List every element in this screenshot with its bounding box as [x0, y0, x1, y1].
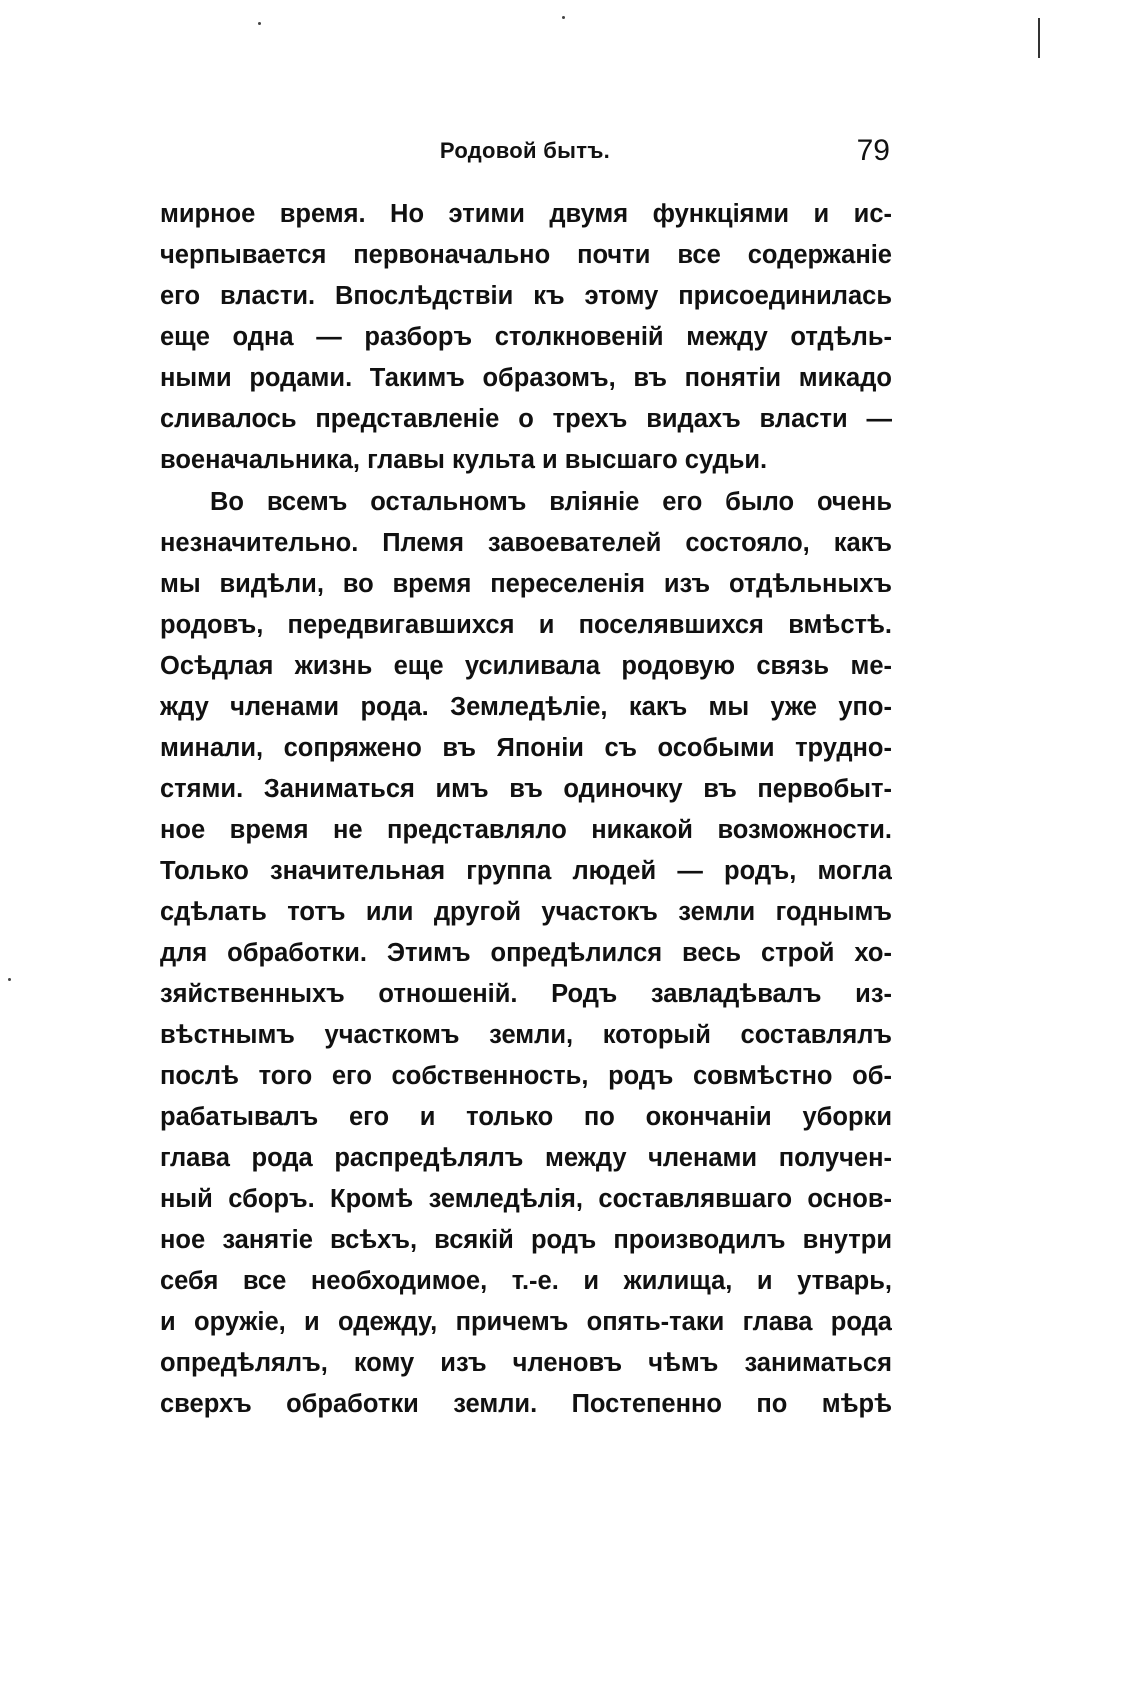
- paragraph-first-line: Во всемъ остальномъ вліяніе его было очень: [210, 488, 892, 516]
- text-line: рабатывалъ его и только по окончаніи уборки: [160, 1103, 892, 1131]
- text-line: сдѣлать тотъ или другой участокъ земли годнымъ: [160, 898, 892, 926]
- scan-speck: [562, 16, 565, 19]
- text-line: вѣстнымъ участкомъ земли, который составлялъ: [160, 1021, 892, 1049]
- text-line: еще одна — разборъ столкновеній между отдѣль-: [160, 323, 892, 351]
- text-line: сливалось представленіе о трехъ видахъ власти —: [160, 405, 892, 433]
- text-line: себя все необходимое, т.-е. и жилища, и утварь,: [160, 1267, 892, 1295]
- text-line: Только значительная группа людей — родъ, могла: [160, 857, 892, 885]
- text-line: его власти. Впослѣдствіи къ этому присоединилась: [160, 282, 892, 310]
- scan-edge-mark: [1038, 18, 1040, 58]
- text-line: мирное время. Но этими двумя функціями и ис-: [160, 200, 892, 228]
- text-line: ное занятіе всѣхъ, всякій родъ производилъ внутри: [160, 1226, 892, 1254]
- text-line: сверхъ обработки земли. Постепенно по мѣрѣ: [160, 1390, 892, 1418]
- text-line: послѣ того его собственность, родъ совмѣстно об-: [160, 1062, 892, 1090]
- text-line: мы видѣли, во время переселенія изъ отдѣльныхъ: [160, 570, 892, 598]
- text-line: опредѣлялъ, кому изъ членовъ чѣмъ заниматься: [160, 1349, 892, 1377]
- text-line: ное время не представляло никакой возможности.: [160, 816, 892, 844]
- text-line: зяйственныхъ отношеній. Родъ завладѣвалъ из-: [160, 980, 892, 1008]
- text-line: и оружіе, и одежду, причемъ опять-таки глава рода: [160, 1308, 892, 1336]
- running-title: Родовой бытъ.: [439, 138, 611, 163]
- text-line: черпывается первоначально почти все содержаніе: [160, 241, 892, 269]
- text-line: минали, сопряжено въ Японіи съ особыми трудно-: [160, 734, 892, 762]
- body-text: [160, 194, 892, 1425]
- text-line: для обработки. Этимъ опредѣлился весь строй хо-: [160, 939, 892, 967]
- page-header: [160, 132, 890, 172]
- text-line: ный сборъ. Кромѣ земледѣлія, составлявшаго основ-: [160, 1185, 892, 1213]
- text-line: жду членами рода. Земледѣліе, какъ мы уже упо-: [160, 693, 892, 721]
- text-line: глава рода распредѣлялъ между членами получен-: [160, 1144, 892, 1172]
- scan-speck: [258, 22, 261, 25]
- text-line: стями. Заниматься имъ въ одиночку въ первобыт-: [160, 775, 892, 803]
- page-number: 79: [856, 134, 890, 167]
- text-line: родовъ, передвигавшихся и поселявшихся вмѣстѣ.: [160, 611, 892, 639]
- scan-speck: [8, 978, 11, 981]
- text-line: незначительно. Племя завоевателей состояло, какъ: [160, 529, 892, 557]
- text-line: военачальника, главы культа и высшаго судьи.: [160, 446, 768, 474]
- text-line: Осѣдлая жизнь еще усиливала родовую связь ме-: [160, 652, 892, 680]
- text-line: ными родами. Такимъ образомъ, въ понятіи микадо: [160, 364, 892, 392]
